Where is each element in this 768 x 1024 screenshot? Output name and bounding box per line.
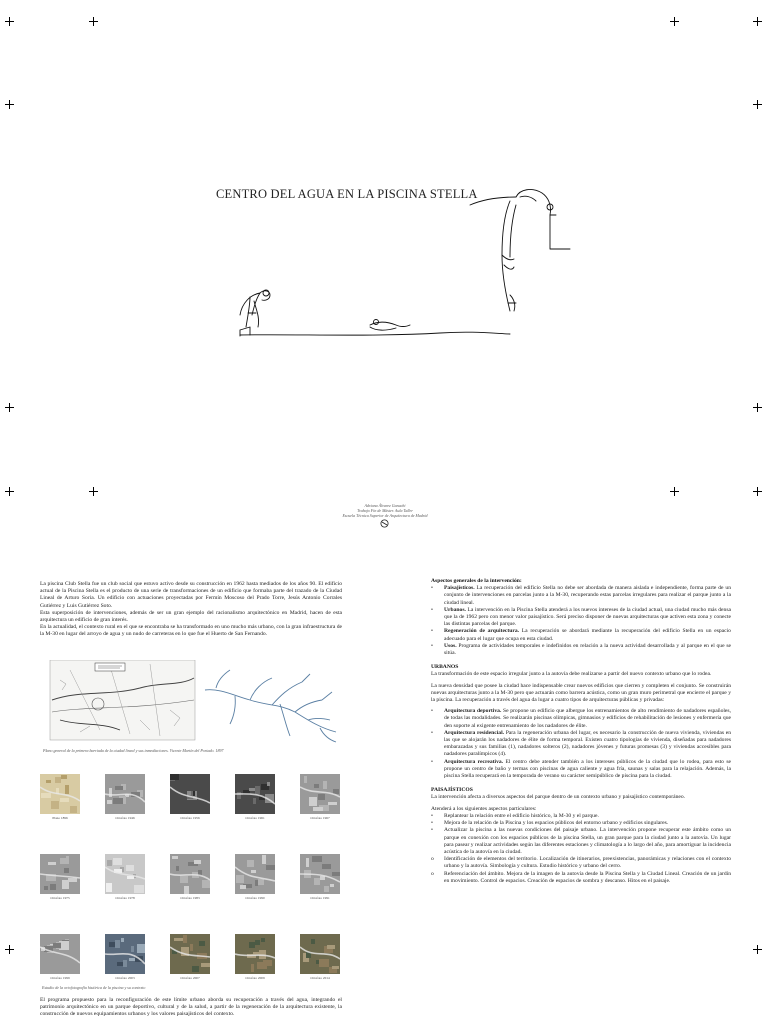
crop-mark	[670, 17, 679, 26]
architecture-type-item	[431, 708, 731, 730]
ortophoto-caption: Ortofoto 1967	[310, 816, 330, 820]
architecture-type-item	[431, 759, 731, 781]
aspect-item	[431, 585, 731, 607]
crop-mark	[753, 17, 762, 26]
ortophoto-thumbnail	[300, 854, 340, 894]
crop-mark	[753, 487, 762, 496]
aspects-heading: Aspectos generales de la intervención:	[431, 578, 522, 584]
ortophoto-thumbnail	[235, 934, 275, 974]
crop-mark	[753, 100, 762, 109]
ortophoto-thumbnail	[170, 934, 210, 974]
credits-school: Escuela Técnica Superior de Arquitectura de Madrid	[342, 513, 428, 519]
ortophoto-caption: Ortofoto 1978	[115, 896, 135, 900]
item-text	[444, 871, 731, 885]
ortophoto-thumbnail	[235, 854, 275, 894]
item-bold: Urbanos.	[444, 606, 466, 613]
item-bold: Paisajísticos.	[444, 585, 475, 592]
aspect-item	[431, 628, 731, 642]
paisajisticos-intro: La intervención afecta a diversos aspectos del parque dentro de un contexto urbano y paisajístico contemporáneo.	[431, 794, 686, 801]
item-body: Mejora de la relación de la Piscina y los espacios públicos del entorno urbano y edificios singulares.	[444, 820, 669, 827]
right-column	[431, 578, 731, 885]
ortophoto-caption: Ortofoto 2014	[310, 976, 330, 980]
page-title: CENTRO DEL AGUA EN LA PISCINA STELLA	[216, 187, 478, 201]
aspect-item	[431, 607, 731, 629]
item-text	[444, 708, 731, 730]
crop-mark	[5, 17, 14, 26]
credits-course: Trabajo Fin de Máster. Aula Taller	[357, 508, 413, 514]
bullet-marker: •	[431, 585, 433, 592]
bullet-marker: o	[431, 870, 434, 877]
crop-mark	[5, 945, 14, 954]
ciudad-lineal-map	[50, 660, 195, 740]
ortophoto-thumbnail	[300, 934, 340, 974]
historical-maps-figure	[40, 660, 342, 745]
item-bold: Arquitectura residencial.	[444, 729, 505, 736]
item-body: Se propone un edificio que albergue los entrenamientos de alto rendimiento de nadadores españoles, de todas las modalidades. Se realizarán piscinas olímpicas, gimnasios y edificios de rehabilitación de lesiones y enfermería que den soporte al exigente entrenamiento de los nadadores de élite.	[444, 708, 731, 729]
left-column	[40, 581, 342, 639]
paisajistico-item	[431, 871, 731, 885]
ortophoto-thumbnail	[105, 774, 145, 814]
ortophoto-caption: Ortofoto 2003	[115, 976, 135, 980]
item-bold: Regeneración de arquitectura.	[444, 628, 520, 635]
crop-mark	[89, 17, 98, 26]
item-body: La intervención en la Piscina Stella atenderá a los nuevos intereses de la ciudad actual, una ciudad mucho más densa que la de 1962 pero con menor valor paisajístico. Será preciso disponer de nuevas arquitecturas que activen esta zona y conecte las distintas parcelas del parque.	[444, 606, 731, 628]
ortophoto-caption: Plano 1896	[52, 816, 68, 820]
bullet-marker: •	[431, 606, 433, 613]
item-text	[444, 856, 731, 870]
item-text	[444, 643, 731, 657]
item-bold: Arquitectura recreativa.	[444, 758, 504, 765]
etsam-logo-icon	[380, 519, 389, 528]
grid-caption: Estudio de la ortofotografía histórica de la piscina y su contexto	[42, 985, 146, 990]
credits-block	[300, 503, 470, 519]
paisajisticos-lead: Atenderá a los siguientes aspectos particulares:	[431, 805, 537, 812]
paisajisticos-heading: PAISAJÍSTICOS	[431, 787, 473, 794]
ortophoto-caption: Ortofoto 1956	[180, 816, 200, 820]
ortophoto-thumbnail	[105, 854, 145, 894]
spacer	[431, 780, 731, 787]
map-caption: Plano general de la primera barriada de la ciudad lineal y sus inmediaciones. Vicente Martín del Portado. 1897	[43, 748, 224, 753]
item-body: Programa de actividades temporales e indefinidos en relación a la nueva actividad desarrollada y al parque en el que se sitúa.	[444, 642, 731, 657]
bullet-marker: o	[431, 856, 434, 863]
item-body: Para la regeneración urbana del lugar, es necesario la construcción de nueva vivienda, viviendas en las que se alojarán los nadadores de élite de forma temporal. Existen cuatro tipologías de vivienda, diseñadas para nadadores embarazadas y sus familias (1), nadadores solteros (2), nadadores jóvenes y futuras promesas (3) y viviendas accesibles para nadadores paralímpicos (4).	[444, 729, 731, 758]
bullet-marker: •	[431, 758, 433, 765]
intro-paragraph: La piscina Club Stella fue un club social que estuvo activo desde su construcción en 1962 hasta mediados de los años 90. El edificio actual de la Piscina Stella es el producto de una serie de transformaciones de un edificio que formaba parte del trazado de la Ciudad Lineal de Arturo Soria. Un edificio con actuaciones proyectadas por Fermín Moscoso del Prado Torre, Jesús Antonio Corrales Gutiérrez y Luis Gutiérrez Soto.	[40, 581, 342, 609]
item-body: La recuperación del edificio Stella no debe ser abordada de manera aislada e independiente, forma parte de un conjunto de intervenciones en parcelas junto a la M-30, recuperando estas parcelas irregulares para realizar el parque junto a la ciudad lineal.	[444, 585, 731, 606]
item-body: Identificación de elementos del territorio. Localización de itinerarios, preexistencias, panorámicas y relaciones con el contexto urbano y la autovía. Simbología y cultura. Estudio histórico y urbano del cerro.	[444, 856, 731, 870]
bottom-paragraph	[40, 997, 342, 1019]
item-text	[444, 813, 731, 820]
crop-mark	[5, 403, 14, 412]
ortophoto-thumbnail	[40, 854, 80, 894]
program-paragraph: El programa propuesto para la reconfiguración de este límite urbano aborda su recuperación a través del agua, integrando el patrimonio arquitectónico en un parque deportivo, cultural y de la salud, a partir de la regeneración de la arquitectura existente, la construcción de nuevos equipamientos urbanos y los valores paisajísticos del contexto.	[40, 997, 342, 1018]
spacer	[431, 657, 731, 664]
crop-mark	[89, 487, 98, 496]
item-text	[444, 827, 731, 856]
item-body: Actualizar la piscina a las nuevas condiciones del paisaje urbano. La intervención propone recuperar este ámbito como un parque en conexión con los espacios públicos de la piscina Stella, un gran parque para la ciudad junto a la autovía. Un lugar para pasear y realizar actividades según las diferentes estaciones y climatología a lo largo del año, para amortiguar la incidencia acústica de la autovía en la ciudad.	[444, 827, 731, 855]
ortophoto-thumbnail	[40, 774, 80, 814]
crop-mark	[5, 487, 14, 496]
urbanos-heading: URBANOS	[431, 664, 459, 671]
item-body: Referenciación del ámbito. Mejora de la imagen de la autovía desde la Piscina Stella y la Ciudad Lineal. Creación de un jardín en movimiento. Control de espacios. Creación de espacios de sombra y descanso. Hitos en el paisaje.	[444, 870, 731, 884]
crop-mark	[5, 100, 14, 109]
bullet-marker: •	[431, 820, 433, 827]
item-body: Replantear la relación entre el edificio histórico, la M-30 y el parque.	[444, 812, 599, 819]
item-text	[444, 820, 731, 827]
river-network-map	[205, 670, 336, 742]
item-body: La recuperación se abordará mediante la recuperación del edificio Stella en un espacio adecuado para el lugar que ocupa en esta ciudad.	[444, 628, 731, 642]
ortophoto-thumbnail	[235, 774, 275, 814]
intro-paragraph: Esta superposición de intervenciones, además de ser un gran ejemplo del racionalismo arquitectónico en Madrid, hacen de esta arquitectura un edificio de gran interés.	[40, 609, 342, 624]
crop-mark	[670, 487, 679, 496]
item-text	[444, 628, 731, 642]
paisajistico-item	[431, 827, 731, 856]
ortophoto-caption: Ortofoto 1991	[310, 896, 330, 900]
intro-paragraph: En la actualidad, el contexto rural en el que se encontraba se ha transformado en uno mucho más urbano, con la gran infraestructura de la M-30 en lugar del arroyo de agua y un nudo de carreteras en lo que fue el Huerto de San Fernando.	[40, 624, 342, 638]
credits-author: Adriana Álvarez Ganuchi	[364, 503, 406, 508]
bullet-marker: •	[431, 812, 433, 819]
item-text	[444, 759, 731, 781]
bullet-marker: •	[431, 708, 433, 715]
paisajistico-item	[431, 856, 731, 870]
paisajistico-item	[431, 820, 731, 827]
ortophoto-caption: Ortofoto 2007	[180, 976, 200, 980]
item-text	[444, 585, 731, 607]
crop-mark	[753, 945, 762, 954]
ortophoto-thumbnail	[300, 774, 340, 814]
ortophoto-thumbnail	[105, 934, 145, 974]
urbanos-paragraph: La nueva densidad que posee la ciudad hace indispensable crear nuevos edificios que cierren y completen el conjunto. Se construirán nuevas arquitecturas junto a la M-30 pero que actuarán como barrera acústica, como un gran muro perimetral que encierre el parque y la piscina. La recuperación a través del agua da lugar a cuatro tipos de arquitecturas públicas y privadas:	[431, 682, 731, 704]
crop-mark	[753, 403, 762, 412]
item-text	[444, 607, 731, 629]
ortophoto-caption: Ortofoto 1983	[180, 896, 200, 900]
paisajistico-item	[431, 813, 731, 820]
urbanos-paragraph: La transformación de este espacio irregular junto a la autovía debe realizarse a partir del nuevo contexto urbano que lo rodea.	[431, 671, 712, 678]
ortophoto-caption: Ortofoto 1946	[115, 816, 135, 820]
bullet-marker: •	[431, 729, 433, 736]
item-text	[444, 730, 731, 759]
ortophoto-caption: Ortofoto 2009	[245, 976, 265, 980]
item-bold: Usos.	[444, 642, 457, 649]
architecture-type-item	[431, 730, 731, 759]
ortophoto-caption: Ortofoto 1961	[245, 816, 265, 820]
item-body: El centro debe atender también a los intereses públicos de la ciudad que lo rodea, para esto se propone un centro de baño y termas con piscinas de agua caliente y agua fría, saunas y salas para la relajación. Además, la piscina Stella recuperará en la temporada de verano su carácter semipúblico de piscina para la ciudad.	[444, 758, 731, 780]
ortophoto-thumbnail	[40, 934, 80, 974]
item-bold: Arquitectura deportiva.	[444, 708, 502, 715]
aspect-item	[431, 643, 731, 657]
bullet-marker: •	[431, 628, 433, 635]
divers-line-drawing	[220, 185, 580, 345]
bullet-marker: •	[431, 642, 433, 649]
ortophoto-caption: Ortofoto 1999	[50, 976, 70, 980]
bullet-marker: •	[431, 827, 433, 834]
ortophoto-caption: Ortofoto 1975	[50, 896, 70, 900]
ortophoto-caption: Ortofoto 1990	[245, 896, 265, 900]
ortophoto-thumbnail	[170, 774, 210, 814]
ortophoto-thumbnail	[170, 854, 210, 894]
